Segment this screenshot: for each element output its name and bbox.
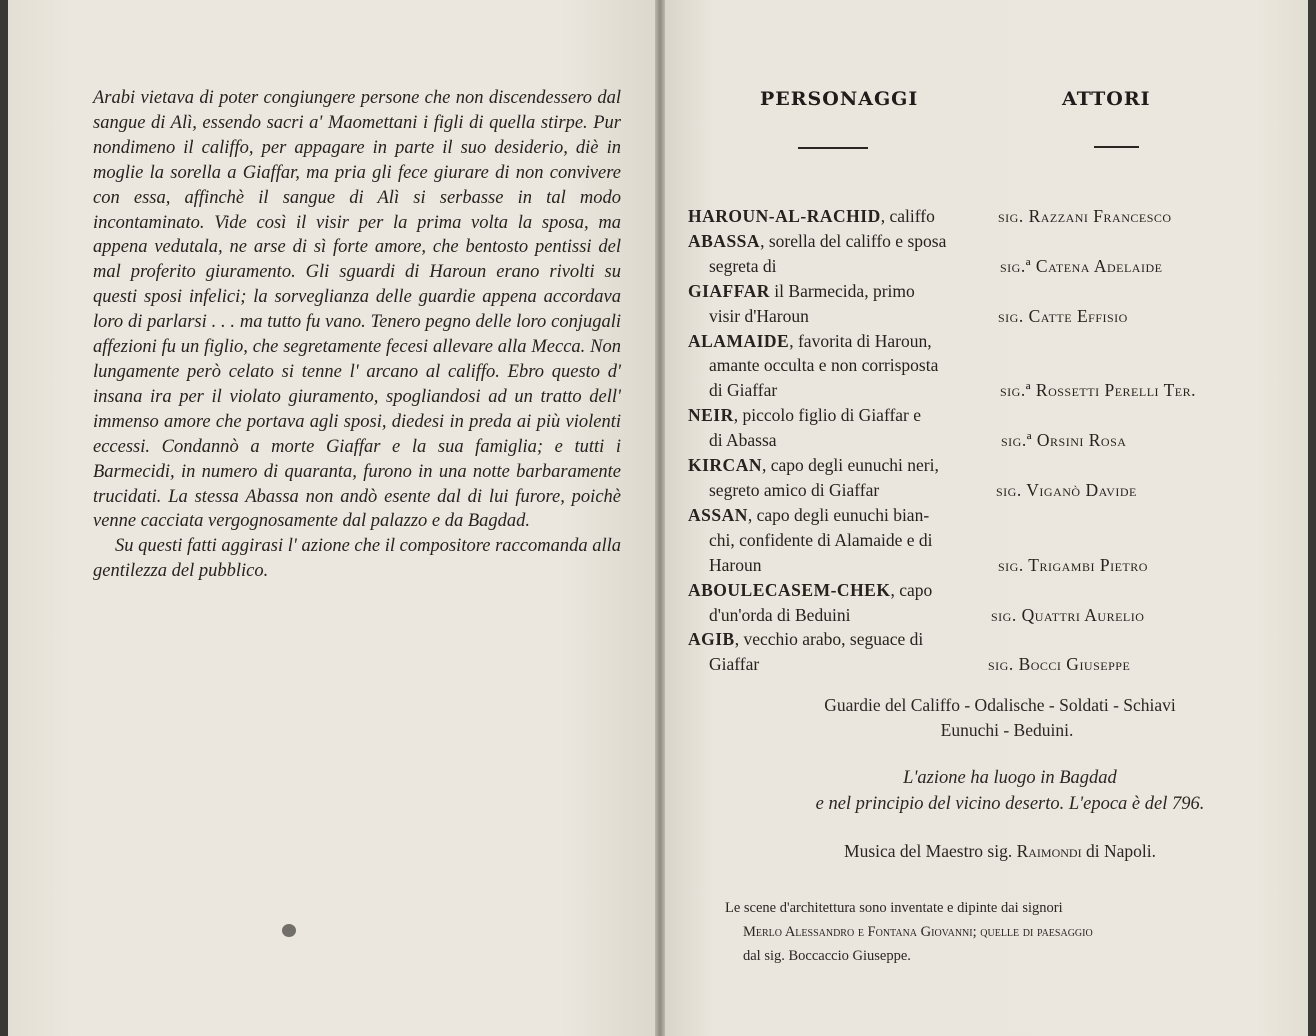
cast-role <box>688 229 993 279</box>
chorus-line: Guardie del Califfo - Odalische - Soldati - Schiavi <box>824 695 1176 715</box>
character-description: , capo degli eunuchi neri, <box>761 455 939 476</box>
scenery-credits <box>725 896 1225 968</box>
actor-name: sig. Bocci Giuseppe <box>988 654 1131 675</box>
cast-headers <box>662 88 1308 118</box>
actor-name: sig. Viganò Davide <box>996 479 1137 500</box>
cast-entry <box>688 229 1288 279</box>
character-description: il Barmecida, primo <box>769 280 915 301</box>
cast-entry <box>688 403 1288 453</box>
cast-role <box>688 627 993 677</box>
cast-role <box>688 503 993 578</box>
character-name: ABOULECASEM-CHEK <box>688 579 891 600</box>
narrative-paragraph: Arabi vietava di poter congiungere persone che non discendessero dal sangue di Alì, essendo sacri a' Maomettani i figli di quella stirpe. Pur nondimeno il califfo, per appagare in parte il suo desiderio, diè in moglie la sorella a Giaffar, ma pria gli fece giurare di non convivere con essa, affinchè il sangue di Alì si serbasse in tal modo incontaminato. Vide così il visir per la prima volta la sposa, ma appena vedutala, ne arse di sì forte amore, che bentosto pentissi del mal proferito giuramento. Gli sguardi di Haroun erano rivolti su questi sposi infelici; la sorveglianza delle guardie appena accordava loro di parlarsi . . . ma tutto fu vano. Tenero pegno delle loro conjugali affezioni fu un figlio, che segretamente fecesi allevare alla Mecca. Non lungamente però celato si tenne l' arcano al califfo. Ebro questo d' insana ira per il violato giuramento, spogliandosi ad un tratto dell' immenso amore che portava agli sposi, diedesi in preda ai più violenti eccessi. Condannò a morte Giaffar e la sua famiglia; e tutti i Barmecidi, in numero di quaranta, furono in una notte barbaramente trucidati. La stessa Abassa non andò esente dal di lui furore, poichè venne cacciata vergognosamente dal palazzo e da Bagdad. <box>93 88 621 532</box>
role-line: d'un'orda di Beduini <box>709 604 851 625</box>
cast-entry <box>688 627 1288 677</box>
music-prefix: Musica del Maestro sig. <box>844 841 1017 861</box>
setting-line: e nel principio del vicino deserto. L'epoca è del 796. <box>815 794 1205 814</box>
cast-role <box>688 453 993 503</box>
actor-name: sig. Catte Effisio <box>998 305 1128 326</box>
role-line <box>688 453 993 478</box>
role-line: visir d'Haroun <box>709 305 809 326</box>
character-name: ASSAN <box>688 504 748 525</box>
credits-line: Le scene d'architettura sono inventate e dipinte dai signori <box>725 900 1063 916</box>
actor-name: sig.ª Orsini Rosa <box>1001 430 1127 451</box>
character-name: AGIB <box>688 629 735 650</box>
character-name: ALAMAIDE <box>688 330 790 351</box>
setting-line: L'azione ha luogo in Bagdad <box>903 768 1117 788</box>
cast-entry <box>688 279 1288 329</box>
cast-list <box>688 204 1288 677</box>
character-name: GIAFFAR <box>688 280 770 301</box>
character-description: , piccolo figlio di Giaffar e <box>733 405 922 426</box>
character-description: , favorita di Haroun, <box>789 330 932 351</box>
music-composer: Raimondi <box>1016 841 1082 861</box>
music-suffix: di Napoli. <box>1081 841 1156 861</box>
actor-name: sig.ª Rossetti Perelli Ter. <box>1000 380 1196 401</box>
role-line <box>688 403 993 428</box>
character-description: , vecchio arabo, seguace di <box>734 629 924 650</box>
role-line <box>688 627 993 652</box>
header-attori: ATTORI <box>1062 88 1151 110</box>
actor-name: sig. Razzani Francesco <box>998 206 1172 226</box>
role-line <box>688 578 993 603</box>
role-line: segreto amico di Giaffar <box>709 479 880 500</box>
cast-role <box>688 279 993 329</box>
character-description: , califfo <box>880 206 935 226</box>
chorus-line: Eunuchi - Beduini. <box>940 720 1074 740</box>
cast-entry <box>688 204 1288 229</box>
actor-name: sig. Trigambi Pietro <box>998 554 1148 575</box>
character-name: NEIR <box>688 405 734 426</box>
cast-entry <box>688 503 1288 578</box>
role-line <box>688 229 993 254</box>
character-name: KIRCAN <box>688 455 762 476</box>
chorus-list <box>662 693 1308 743</box>
character-name: ABASSA <box>688 230 761 251</box>
music-credit <box>662 841 1308 862</box>
setting-note <box>662 765 1308 817</box>
role-line <box>688 329 993 354</box>
cast-role <box>688 329 993 404</box>
character-description: , sorella del califfo e sposa <box>760 230 947 251</box>
role-line: amante occulta e non corrisposta <box>709 355 939 376</box>
cast-entry <box>688 578 1288 628</box>
role-line: chi, confidente di Alamaide e di <box>709 529 933 550</box>
character-description: , capo <box>890 579 933 600</box>
cast-role <box>688 403 993 453</box>
header-rule-personaggi <box>798 147 868 149</box>
role-line <box>688 503 993 528</box>
header-rule-attori <box>1094 146 1139 148</box>
character-name: HAROUN-AL-RACHID <box>688 206 881 226</box>
actor-name: sig. Quattri Aurelio <box>991 604 1145 625</box>
character-description: , capo degli eunuchi bian- <box>747 504 930 525</box>
role-line: Giaffar <box>709 654 760 675</box>
actor-name: sig.ª Catena Adelaide <box>1000 255 1163 276</box>
narrative-closing-paragraph: Su questi fatti aggirasi l' azione che il compositore raccomanda alla gentilezza del pubblico. <box>93 536 621 582</box>
role-line <box>688 204 993 229</box>
cast-role <box>688 204 993 229</box>
narrative-text <box>93 86 621 584</box>
header-personaggi: PERSONAGGI <box>760 88 919 110</box>
cast-entry <box>688 453 1288 503</box>
role-line: di Giaffar <box>709 380 778 401</box>
credits-line: Merlo Alessandro e Fontana Giovanni; quelle di paesaggio <box>743 924 1093 940</box>
role-line: di Abassa <box>709 430 777 451</box>
role-line: segreta di <box>709 255 777 276</box>
cast-entry <box>688 329 1288 404</box>
ink-spot <box>282 924 296 937</box>
role-line: Haroun <box>709 554 762 575</box>
book-gutter <box>655 0 665 1036</box>
cast-role <box>688 578 993 628</box>
role-line <box>688 279 993 304</box>
credits-line: dal sig. Boccaccio Giuseppe. <box>743 948 911 964</box>
